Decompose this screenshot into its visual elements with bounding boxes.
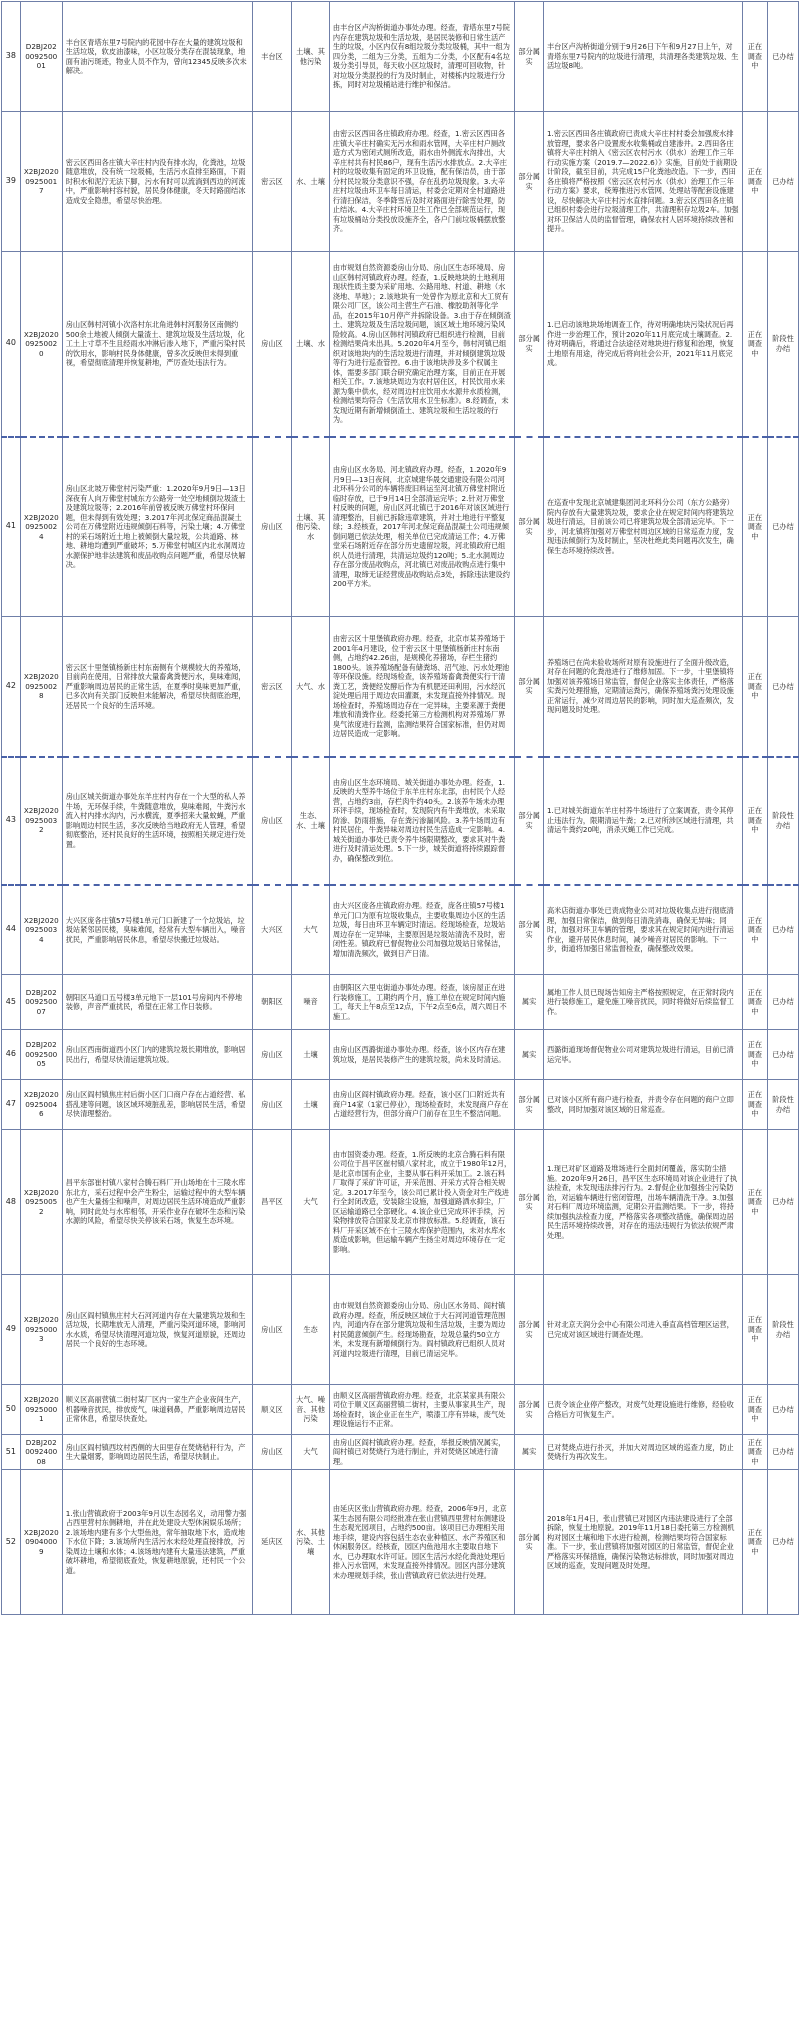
row-number: 50 bbox=[2, 1385, 21, 1435]
district: 朝阳区 bbox=[252, 975, 292, 1030]
handling-status: 正在调查中 bbox=[742, 1385, 767, 1435]
case-code: X2BJ202009250024 bbox=[20, 437, 62, 617]
pollution-type: 大气、噪音、其他污染 bbox=[292, 1385, 330, 1435]
complaint-content: 1.张山营镇政府于2003年9月以生态园名义，动用警力强占西里营村东侧耕地，并在此处建设大型休闲娱乐场所；2.该场地内建有多个大型鱼池，常年抽取地下水，造成地下水位下降；3.该场所内生活污水未经处理直接排放，污染周边土壤和水体；4.该场地内建有大量违法建筑，严重破坏耕地，希望彻底查处，恢复耕地原貌，还村民一个公道。 bbox=[62, 1470, 252, 1615]
row-number: 39 bbox=[2, 112, 21, 252]
row-number: 40 bbox=[2, 252, 21, 437]
investigation-result: 由朝阳区六里屯街道办事处办理。经查，该房屋正在进行装修施工，工期约两个月，施工单位在规定时间内施工，每天上午8点至12点，下午2点至6点，周六周日不施工。 bbox=[329, 975, 514, 1030]
investigation-result: 由密云区十里堡镇政府办理。经查，北京市某养殖场于2001年4月建设，位于密云区十里堡镇杨新庄村东南侧，占地约42.26亩，是规模化养猪场，存栏生猪约1800头。该养殖场配备有储粪场、沼气池、污水处理池等环保设施。经现场检查，该养殖场畜禽粪便实行干清粪工艺，粪便经发酵后作为有机肥还田利用，污水经沉淀处理后用于周边农田灌溉，未发现直接外排情况。现场检查时，养殖场周边存在一定异味，主要来源于粪便堆放和清粪作业。经委托第三方检测机构对养殖场厂界臭气浓度进行监测，监测结果符合国家标准，但仍对周边居民造成一定影响。 bbox=[329, 617, 514, 757]
handling-status: 正在调查中 bbox=[742, 975, 767, 1030]
handling-status: 正在调查中 bbox=[742, 2, 767, 112]
investigation-result: 由密云区西田各庄镇政府办理。经查，1.密云区西田各庄镇大辛庄村确实无污水和雨水管网，大辛庄村户厕改造方式为密闭式厕所改造，雨水由外侧流水沟排出，大辛庄村共有村民86户，现有生活污水排放点。2.大辛庄村的垃圾收集有固定的环卫设施，配有保洁员，由于部分村民垃圾分类意识不强，存在乱扔垃圾现象。3.大辛庄村垃圾由环卫车每日清运，村委会定期对全村道路进行清扫保洁，冬季降雪后及时对路面进行除雪处理，防止结冰。4.大辛庄村环境卫生工作已全部规范运行，现有垃圾桶站分类投放设施齐全，各户门前垃圾桶摆放整齐。 bbox=[329, 112, 514, 252]
table-row bbox=[2, 112, 799, 252]
complaint-content: 房山区韩村河镇小次洛村东北角进韩村河服务区南侧约500余土地被人倾倒大量渣土、建筑垃圾及生活垃圾，化工土上寸草不生且经雨水冲淋后渗入地下，严重污染村民的饮用水，影响村民身体健康，曾多次反映但未得到重视，希望彻底清理并恢复耕地，严厉查处违法行为。 bbox=[62, 252, 252, 437]
district: 房山区 bbox=[252, 1080, 292, 1130]
row-number: 45 bbox=[2, 975, 21, 1030]
closure-status: 阶段性办结 bbox=[768, 252, 799, 437]
case-code: X2BJ202009250052 bbox=[20, 1130, 62, 1275]
case-code: X2BJ202009250046 bbox=[20, 1080, 62, 1130]
pollution-type: 土壤 bbox=[292, 1080, 330, 1130]
closure-status: 阶段性办结 bbox=[768, 1080, 799, 1130]
verification-result: 属实 bbox=[515, 1435, 544, 1470]
closure-status: 已办结 bbox=[768, 617, 799, 757]
closure-status: 已办结 bbox=[768, 1470, 799, 1615]
rectification-measures: 1.密云区西田各庄镇政府已责成大辛庄村村委会加强废水排放管理，要求各户设置废水收集桶或自建渗井。2.西田各庄镇将大辛庄村纳入《密云区农村污水（供水）治理工作三年行动实施方案（2019.7—2022.6）》实施，目前处于前期设计阶段，截至目前，共完成15户化粪池改造。下一步，西田各庄镇将严格按照《密云区农村污水（供水）治理工作三年行动方案》要求，统筹推进污水管网、处理站等配套设施建设，尽快解决大辛庄村污水直排问题。3.密云区西田各庄镇已组织村委会进行垃圾清理工作，共清理积存垃圾2车。加强对环卫保洁人员的监督管理，确保农村人居环境持续改善和提升。 bbox=[543, 112, 742, 252]
rectification-measures: 西潞街道现场督促物业公司对建筑垃圾进行清运，目前已清运完毕。 bbox=[543, 1030, 742, 1080]
complaint-content: 顺义区高丽营镇二街村某厂区内一家生产企业夜间生产，机器噪音扰民，排放废气，味道刺鼻，严重影响周边居民正常休息，希望尽快查处。 bbox=[62, 1385, 252, 1435]
investigation-result: 由大兴区庞各庄镇政府办理。经查，庞各庄镇57号楼1单元门口为原有垃圾收集点，主要收集周边小区的生活垃圾，每日由环卫车辆定时清运。经现场检查，垃圾站周边存在一定异味，主要原因是垃圾站清洗不及时，密闭性差。镇政府已督促物业公司加强垃圾站日常保洁，增加清洗频次，做到日产日清。 bbox=[329, 885, 514, 975]
rectification-measures: 养殖场已在尚未验收场所对原有设施进行了全面升级改造，对存在问题的化粪池进行了维修加固。下一步，十里堡镇将加强对该养殖场日常监管，督促企业落实主体责任，严格落实粪污处理措施，定期清运粪污，确保养殖场粪污处理设施正常运行，减少对周边居民的影响，同时加大巡查频次，发现问题及时处理。 bbox=[543, 617, 742, 757]
row-number: 42 bbox=[2, 617, 21, 757]
pollution-type: 大气 bbox=[292, 885, 330, 975]
table-row bbox=[2, 1130, 799, 1275]
rectification-measures: 高米店街道办事处已责成物业公司对垃圾收集点进行彻底清理，加强日常保洁，做到每日清洗消毒，确保无异味；同时，加强对环卫车辆的管理，要求其在规定时间内进行清运作业，避开居民休息时间，减少噪音对居民的影响。下一步，街道将加强日常监督检查，确保整改效果。 bbox=[543, 885, 742, 975]
verification-result: 部分属实 bbox=[515, 1130, 544, 1275]
district: 房山区 bbox=[252, 1030, 292, 1080]
rectification-measures: 1.已对城关街道东羊庄村养牛场进行了立案调查，责令其停止违法行为，限期清运牛粪；2.已对所涉区域进行清理，共清运牛粪约20吨，消杀灭蝇工作已完成。 bbox=[543, 757, 742, 885]
complaint-content: 房山区阎村镇西坟村西侧的大田里存在焚烧秸秆行为，产生大量烟雾，影响周边居民生活，希望尽快制止。 bbox=[62, 1435, 252, 1470]
investigation-result: 由房山区阎村镇政府办理。经查，举报反映情况属实，阎村镇已对焚烧行为进行制止，并对焚烧区域进行清理。 bbox=[329, 1435, 514, 1470]
complaint-content: 房山区阎村镇焦庄村大石河河道内存在大量建筑垃圾和生活垃圾，长期堆放无人清理，严重污染河道环境，影响河水水质，希望尽快清理河道垃圾，恢复河道原貌，还周边居民一个良好的生态环境。 bbox=[62, 1275, 252, 1385]
table-row bbox=[2, 437, 799, 617]
district: 昌平区 bbox=[252, 1130, 292, 1275]
table-row bbox=[2, 975, 799, 1030]
closure-status: 已办结 bbox=[768, 1130, 799, 1275]
pollution-type: 水、其他污染、土壤 bbox=[292, 1470, 330, 1615]
verification-result: 部分属实 bbox=[515, 252, 544, 437]
complaint-content: 房山区阎村镇焦庄村后街小区门口商户存在占道经营、私搭乱建等问题，该区域环境脏乱差，影响居民生活，希望尽快清理整治。 bbox=[62, 1080, 252, 1130]
table-row bbox=[2, 252, 799, 437]
verification-result: 部分属实 bbox=[515, 2, 544, 112]
pollution-type: 水、土壤 bbox=[292, 112, 330, 252]
investigation-result: 由市国资委办理。经查，1.所反映的北京合腾石料有限公司位于昌平区崔村镇八家村北，成立于1980年12月，是北京市国有企业，主要从事石料开采加工。2.该石料厂取得了采矿许可证，开采范围、开采方式符合相关规定。3.2017年至今，该公司已累计投入资金对生产线进行全封闭改造，安装除尘设施，加强道路洒水抑尘，厂区运输道路已全部硬化。4.该企业已完成环评手续，污染物排放符合国家及北京市排放标准。5.经调查，该石料厂开采区域不在十三陵水库保护范围内，未对水库水质造成影响，但运输车辆产生扬尘对周边环境存在一定影响。 bbox=[329, 1130, 514, 1275]
investigation-result: 由房山区西潞街道办事处办理。经查，该小区内存在建筑垃圾，是居民装修产生的建筑垃圾，尚未及时清运。 bbox=[329, 1030, 514, 1080]
handling-status: 正在调查中 bbox=[742, 1435, 767, 1470]
closure-status: 已办结 bbox=[768, 885, 799, 975]
pollution-type: 生态 bbox=[292, 1275, 330, 1385]
pollution-type: 噪音 bbox=[292, 975, 330, 1030]
closure-status: 已办结 bbox=[768, 1435, 799, 1470]
investigation-result: 由丰台区卢沟桥街道办事处办理。经查，青塔东里7号院内存在建筑垃圾和生活垃圾，是居民装修和日常生活产生的垃圾，小区内仅有8组垃圾分类垃圾桶，其中一组为四分类，二组为三分类，五组为二分类，小区配有4名垃圾分类引导员，每天收小区垃圾时，清理可回收物，针对垃圾分类混投的行为及时制止，对楼栋内垃圾进行分拣，同时对垃圾桶站进行维护和保洁。 bbox=[329, 2, 514, 112]
complaint-content: 房山区北坡万佛堂村污染严重：1.2020年9月9日—13日深夜有人向万佛堂村城东方公路旁一处空地倾倒垃圾渣土及建筑垃圾等；2.2016年前曾被反映万佛堂村环保问题，但未得到有效处理；3.2017年河北保定商品混凝土公司在万佛堂附近违规倾倒石料等，污染土壤；4.万佛堂村的采石场附近土地上被倾倒大量垃圾，公共道路、林地、耕地均遭到严重破坏；5.万佛堂村城区内北水洞周边水源保护地非法建筑和废品收购点问题严重，希望尽快解决。 bbox=[62, 437, 252, 617]
verification-result: 部分属实 bbox=[515, 1470, 544, 1615]
closure-status: 阶段性办结 bbox=[768, 757, 799, 885]
verification-result: 属实 bbox=[515, 975, 544, 1030]
table-row bbox=[2, 1030, 799, 1080]
handling-status: 正在调查中 bbox=[742, 757, 767, 885]
rectification-measures: 已责令该企业停产整改，对废气处理设施进行维修，经验收合格后方可恢复生产。 bbox=[543, 1385, 742, 1435]
row-number: 43 bbox=[2, 757, 21, 885]
table-row bbox=[2, 1470, 799, 1615]
closure-status: 已办结 bbox=[768, 2, 799, 112]
rectification-measures: 2018年1月4日，张山营镇已对园区内违法建设进行了全部拆除，恢复土地原貌。2019年11月18日委托第三方检测机构对园区土壤和地下水进行检测，检测结果均符合国家标准。下一步，张山营镇将加强对园区的日常监管，督促企业严格落实环保措施，确保污染物达标排放，同时加强对周边区域的巡查，发现问题及时处理。 bbox=[543, 1470, 742, 1615]
row-number: 48 bbox=[2, 1130, 21, 1275]
case-code: X2BJ202009250032 bbox=[20, 757, 62, 885]
handling-status: 正在调查中 bbox=[742, 1275, 767, 1385]
handling-status: 正在调查中 bbox=[742, 617, 767, 757]
investigation-result: 由房山区生态环境局、城关街道办事处办理。经查，1.反映的大型养牛场位于东羊庄村东北部，由村民个人经营，占地约3亩，存栏肉牛约40头。2.该养牛场未办理环评手续，现场检查时，发现院内有牛粪堆放，未采取防渗、防雨措施，存在粪污渗漏风险。3.养牛场周边有村民居住，牛粪异味对周边村民生活造成一定影响。4.城关街道办事处已责令养牛场限期整改，要求其对牛粪进行及时清运处理。5.下一步，城关街道将持续跟踪督办，确保整改到位。 bbox=[329, 757, 514, 885]
district: 延庆区 bbox=[252, 1470, 292, 1615]
district: 密云区 bbox=[252, 112, 292, 252]
investigation-result: 由房山区水务局、河北镇政府办理。经查，1.2020年9月9日—13日夜间，北京城建华晟交通建设有限公司河北环科分公司的车辆将废旧料运至河北镇万佛堂村附近临时存放，已于9月14日全部清运完毕；2.针对万佛堂村反映的问题，房山区河北镇已于2016年对该区域进行清理整治，目前已拆除违章建筑，并对土地进行平整复绿；3.经核查，2017年河北保定商品混凝土公司违规倾倒问题已依法处理，相关单位已完成清运工作；4.万佛堂采石场附近存在部分历史遗留垃圾，河北镇政府已组织人员进行清理，共清运垃圾约120吨；5.北水洞周边存在部分废品收购点，河北镇已对废品收购点进行集中清理，取缔无证经营废品收购站点3处，拆除违法建设约200平方米。 bbox=[329, 437, 514, 617]
district: 房山区 bbox=[252, 252, 292, 437]
investigation-result: 由顺义区高丽营镇政府办理。经查，北京某家具有限公司位于顺义区高丽营镇二街村，主要从事家具生产，现场检查时，该企业正在生产，喷漆工序有异味，废气处理设施运行不正常。 bbox=[329, 1385, 514, 1435]
verification-result: 部分属实 bbox=[515, 617, 544, 757]
row-number: 46 bbox=[2, 1030, 21, 1080]
pollution-type: 土壤、其他污染 bbox=[292, 2, 330, 112]
investigation-result: 由延庆区张山营镇政府办理。经查，2006年9月，北京某生态园有限公司经批准在张山营镇西里营村东侧建设生态观光园项目，占地约500亩。该项目已办理相关用地手续，建设内容包括生态农业种植区、水产养殖区和休闲服务区。经核查，园区内鱼池用水主要取自地下水，已办理取水许可证。园区生活污水经化粪池处理后排入污水管网，未发现直接外排情况。园区内部分建筑未办理规划手续，张山营镇政府已依法进行处理。 bbox=[329, 1470, 514, 1615]
verification-result: 部分属实 bbox=[515, 112, 544, 252]
table-row bbox=[2, 2, 799, 112]
case-code: D2BJ202009250007 bbox=[20, 975, 62, 1030]
rectification-measures: 针对北京天润分会中心有限公司进入垂直高档管理区运营，已完成对该区域进行调查处理。 bbox=[543, 1275, 742, 1385]
district: 密云区 bbox=[252, 617, 292, 757]
district: 大兴区 bbox=[252, 885, 292, 975]
investigation-result: 由房山区阎村镇政府办理。经查，该小区门口附近共有商户14家（1家已停业），现场检查时，未发现商户存在占道经营行为，但部分商户门前存在卫生不整洁问题。 bbox=[329, 1080, 514, 1130]
pollution-type: 土壤、其他污染、水 bbox=[292, 437, 330, 617]
verification-result: 部分属实 bbox=[515, 757, 544, 885]
case-code: X2BJ202009250034 bbox=[20, 885, 62, 975]
complaint-content: 密云区西田各庄镇大辛庄村内没有排水沟，化粪池，垃圾随意堆放，没有统一垃圾桶，生活污水直排至路面，下雨时积水和泥泞无法下脚，污水有时可以流淌到西边的河流中，严重影响村容村貌，居民身体健康，冬天时路面结冰造成安全隐患，希望尽快治理。 bbox=[62, 112, 252, 252]
case-code: X2BJ202009250003 bbox=[20, 1275, 62, 1385]
complaint-content: 昌平东部崔村镇八家村合腾石料厂开山场地在十三陵水库东北方，采石过程中会产生粉尘，运输过程中的大型车辆也产生大量扬尘和噪声，对周边居民生活环境造成严重影响，同时此处与水库相邻，开采作业存在破坏生态和污染水源的风险，希望尽快关停该采石场，恢复生态环境。 bbox=[62, 1130, 252, 1275]
handling-status: 正在调查中 bbox=[742, 1080, 767, 1130]
case-code: D2BJ202009250001 bbox=[20, 2, 62, 112]
pollution-type: 大气、水 bbox=[292, 617, 330, 757]
pollution-type: 生态、水、土壤 bbox=[292, 757, 330, 885]
table-row bbox=[2, 1275, 799, 1385]
case-code: D2BJ202009250005 bbox=[20, 1030, 62, 1080]
handling-status: 正在调查中 bbox=[742, 1130, 767, 1275]
district: 顺义区 bbox=[252, 1385, 292, 1435]
row-number: 52 bbox=[2, 1470, 21, 1615]
table-row bbox=[2, 1080, 799, 1130]
district: 房山区 bbox=[252, 1435, 292, 1470]
complaint-content: 密云区十里堡镇杨新庄村东南侧有个规模较大的养殖场，目前尚在使用，日常排放大量畜禽粪便污水，臭味难闻，严重影响周边居民的正常生活，在夏季时臭味更加严重，已多次向有关部门反映但未能解决，希望尽快彻底治理，还居民一个良好的生活环境。 bbox=[62, 617, 252, 757]
case-code: X2BJ202009250017 bbox=[20, 112, 62, 252]
handling-status: 正在调查中 bbox=[742, 885, 767, 975]
row-number: 49 bbox=[2, 1275, 21, 1385]
district: 房山区 bbox=[252, 1275, 292, 1385]
closure-status: 已办结 bbox=[768, 437, 799, 617]
district: 丰台区 bbox=[252, 2, 292, 112]
handling-status: 正在调查中 bbox=[742, 1470, 767, 1615]
table-row bbox=[2, 1385, 799, 1435]
rectification-measures: 在巡查中发现北京城建集团河北环科分公司（东方公路旁）院内存放有大量建筑垃圾，要求企业在规定时间内将建筑垃圾进行清运，目前该公司已将建筑垃圾全部清运完毕。下一步，河北镇将加强对万佛堂村周边区域的日常巡查力度，发现违法倾倒行为及时制止，坚决杜绝此类问题再次发生，确保生态环境持续改善。 bbox=[543, 437, 742, 617]
verification-result: 部分属实 bbox=[515, 1385, 544, 1435]
rectification-measures: 1.已启动该地块场地调查工作，待对明确地块污染状况后再作进一步治理工作，预计2020年11月底完成土壤调查。2.待对明确后，将通过合法途径对地块进行修复和治理，恢复土地原有用途，待完成后将向社会公开，2021年11月底完成。 bbox=[543, 252, 742, 437]
complaint-content: 房山区西南街道西小区门内的建筑垃圾长期堆放，影响居民出行，希望尽快清运建筑垃圾。 bbox=[62, 1030, 252, 1080]
table-row bbox=[2, 617, 799, 757]
verification-result: 属实 bbox=[515, 1030, 544, 1080]
closure-status: 已办结 bbox=[768, 1385, 799, 1435]
rectification-measures: 丰台区卢沟桥街道分别于9月26日下午和9月27日上午，对青塔东里7号院内的垃圾进行清理，共清理各类建筑垃圾、生活垃圾8吨。 bbox=[543, 2, 742, 112]
handling-status: 正在调查中 bbox=[742, 112, 767, 252]
closure-status: 已办结 bbox=[768, 975, 799, 1030]
complaint-content: 朝阳区马道口五号楼3单元地下一层101号房间内不停地装修，声音严重扰民，希望在正常工作日装修。 bbox=[62, 975, 252, 1030]
petition-table bbox=[1, 1, 799, 1615]
verification-result: 部分属实 bbox=[515, 1275, 544, 1385]
rectification-measures: 已对该小区所有商户进行检查，并责令存在问题的商户立即整改，同时加强对该区域的日常巡查。 bbox=[543, 1080, 742, 1130]
complaint-content: 大兴区庞各庄镇57号楼1单元门口新建了一个垃圾站，垃圾站紧邻居民楼，臭味难闻，经常有大型车辆出入，噪音扰民，严重影响居民休息，希望尽快搬迁垃圾站。 bbox=[62, 885, 252, 975]
verification-result: 部分属实 bbox=[515, 885, 544, 975]
investigation-result: 由市规划自然资源委房山分局、房山区水务局、阎村镇政府办理。经查，所反映区域位于大石河河道管理范围内，河道内存在部分建筑垃圾和生活垃圾，主要为周边村民随意倾倒产生。经现场勘查，垃圾总量约50立方米，未发现有新增倾倒行为。阎村镇政府已组织人员对河道内垃圾进行清理，目前已清运完毕。 bbox=[329, 1275, 514, 1385]
case-code: X2BJ202009250028 bbox=[20, 617, 62, 757]
verification-result: 部分属实 bbox=[515, 437, 544, 617]
row-number: 44 bbox=[2, 885, 21, 975]
closure-status: 已办结 bbox=[768, 1030, 799, 1080]
table-row bbox=[2, 1435, 799, 1470]
district: 房山区 bbox=[252, 437, 292, 617]
case-code: X2BJ202009040009 bbox=[20, 1470, 62, 1615]
pollution-type: 大气 bbox=[292, 1130, 330, 1275]
table-row bbox=[2, 757, 799, 885]
pollution-type: 土壤 bbox=[292, 1030, 330, 1080]
table-row bbox=[2, 885, 799, 975]
pollution-type: 土壤、水 bbox=[292, 252, 330, 437]
rectification-measures: 已对焚烧点进行扑灭，并加大对周边区域的巡查力度，防止焚烧行为再次发生。 bbox=[543, 1435, 742, 1470]
handling-status: 正在调查中 bbox=[742, 1030, 767, 1080]
closure-status: 阶段性办结 bbox=[768, 1275, 799, 1385]
complaint-content: 丰台区青塔东里7号院内的花园中存在大量的建筑垃圾和生活垃圾，软皮油漆味，小区垃圾分类存在混装现象，地面有油污斑迹，物业人员不作为，曾向12345反映多次未解决。 bbox=[62, 2, 252, 112]
row-number: 51 bbox=[2, 1435, 21, 1470]
rectification-measures: 属地工作人员已现场告知房主严格按照规定，在正常时段内进行装修施工，避免施工噪音扰民，同时将做好后续监督工作。 bbox=[543, 975, 742, 1030]
case-code: X2BJ202009250020 bbox=[20, 252, 62, 437]
case-code: X2BJ202009250001 bbox=[20, 1385, 62, 1435]
handling-status: 正在调查中 bbox=[742, 437, 767, 617]
complaint-content: 房山区城关街道办事处东羊庄村内存在一个大型的私人养牛场，无环保手续，牛粪随意堆放，臭味难闻，牛粪污水流入村内排水沟内，污水横流，夏季招来大量蚊蝇，严重影响周边村民生活，多次反映给当地政府无人管理，希望彻底整治，还村民良好的生活环境，按照相关规定进行处置。 bbox=[62, 757, 252, 885]
row-number: 38 bbox=[2, 2, 21, 112]
row-number: 47 bbox=[2, 1080, 21, 1130]
handling-status: 正在调查中 bbox=[742, 252, 767, 437]
rectification-measures: 1.现已对矿区道路及堆场进行全面封闭覆盖，落实防尘措施。2020年9月26日，昌平区生态环境局对该企业进行了执法检查，未发现违法排污行为。2.督促企业加强扬尘污染防治，对运输车辆进行密闭管理，出场车辆清洗干净。3.加强对石料厂周边环境监测，定期公开监测结果。下一步，将持续加强执法检查力度，严格落实各项整改措施，确保周边居民生活环境持续改善，对存在的违法违规行为依法依规严肃处理。 bbox=[543, 1130, 742, 1275]
table-body bbox=[2, 2, 799, 1615]
case-code: D2BJ202009240008 bbox=[20, 1435, 62, 1470]
closure-status: 已办结 bbox=[768, 112, 799, 252]
row-number: 41 bbox=[2, 437, 21, 617]
district: 房山区 bbox=[252, 757, 292, 885]
pollution-type: 大气 bbox=[292, 1435, 330, 1470]
investigation-result: 由市规划自然资源委房山分局、房山区生态环境局、房山区韩村河镇政府办理。经查，1.反映地块的土地利用现状性质主要为采矿用地、公路用地、村道、耕地（水浇地、旱地）；2.该地块有一处曾作为原北京和大工贸有限公司厂区，该公司主营生产石油、橡胶助剂等化学品，在2015年10月停产并拆除设备。3.由于存在倾倒渣土、建筑垃圾及生活垃圾问题，该区域土地环境污染风险较高。4.房山区韩村河镇政府已组织进行检测，目前检测结果尚未出具。5.2020年4月至今，韩村河镇已组织对该地块内的生活垃圾进行清理，并对倾倒建筑垃圾等行为进行巡查管控。6.由于该地块涉及多个权属主体，需要多部门联合研究确定治理方案，目前正在开展相关工作。7.该地块周边为农村居住区，村民饮用水来源为集中供水，经对周边村庄饮用水水源井水质检测，检测结果均符合《生活饮用水卫生标准》。8.经调查，未发现近期有新增倾倒渣土、建筑垃圾和生活垃圾的行为。 bbox=[329, 252, 514, 437]
verification-result: 部分属实 bbox=[515, 1080, 544, 1130]
